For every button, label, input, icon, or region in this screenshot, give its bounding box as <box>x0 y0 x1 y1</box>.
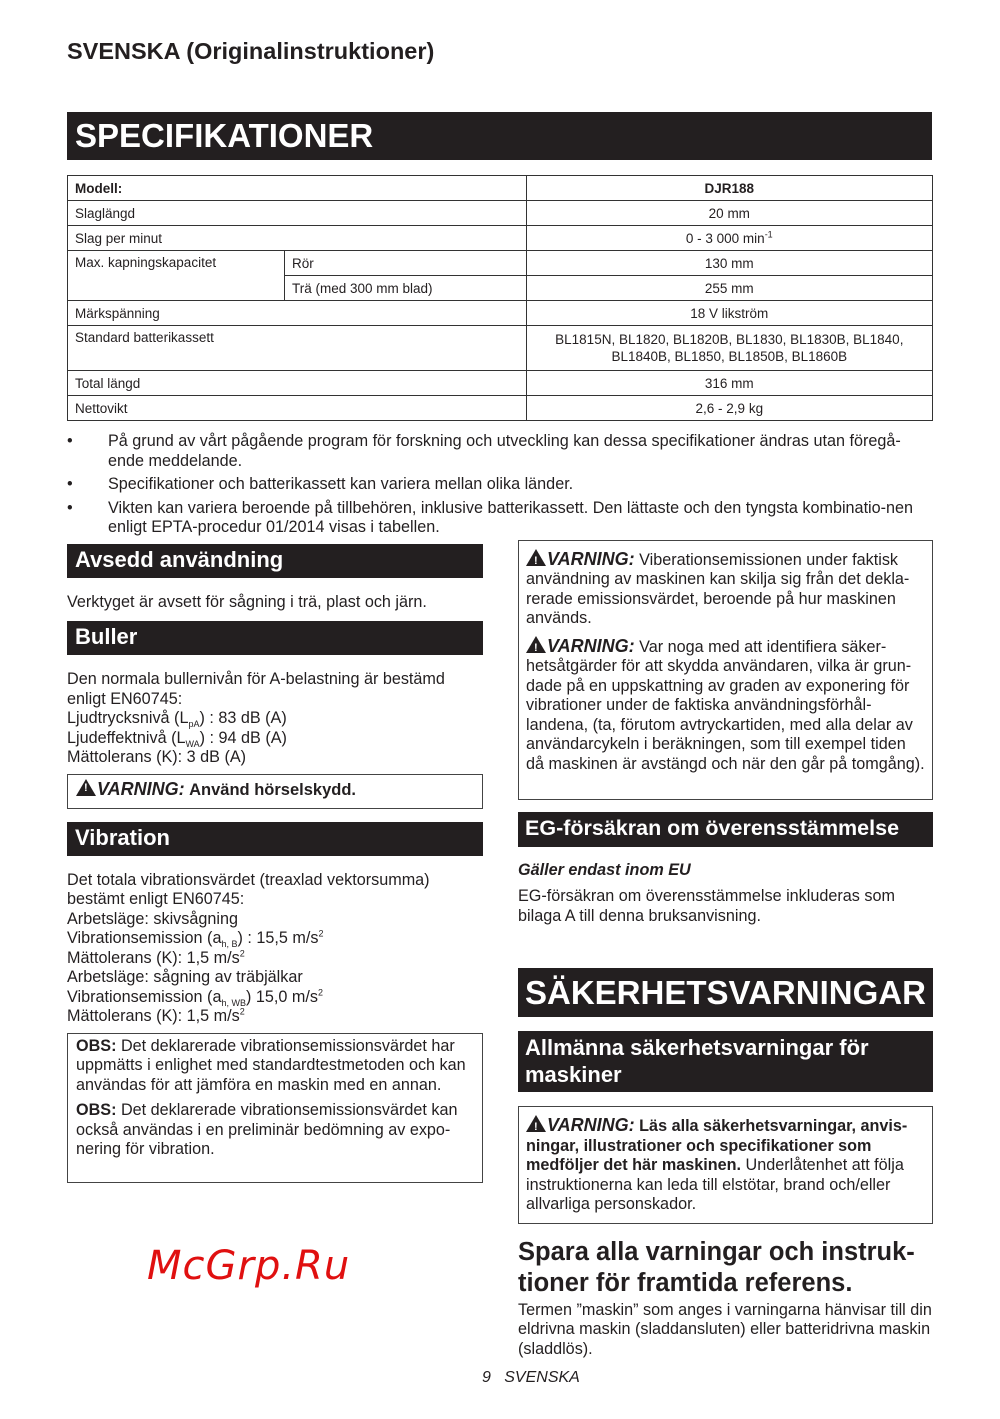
content-flow <box>67 432 933 1359</box>
table-row <box>68 301 933 326</box>
t: Ljudeffektnivå (L <box>67 728 186 747</box>
vibration-text <box>67 871 483 1027</box>
left-column <box>67 544 483 1360</box>
table-row <box>68 371 933 396</box>
t: ) : 83 dB (A) <box>199 709 287 727</box>
warning-icon <box>76 779 96 796</box>
warning-text: Använd hörselskydd. <box>189 780 357 799</box>
emission <box>67 988 483 1008</box>
cell: Total längd <box>68 371 527 396</box>
warning-icon <box>526 1115 546 1132</box>
table-row <box>68 396 933 421</box>
emission <box>67 929 483 949</box>
t: WA <box>185 738 200 749</box>
cell: 20 mm <box>526 201 932 226</box>
t: h, B <box>221 939 238 950</box>
cell <box>526 226 932 251</box>
t: pA <box>188 719 200 730</box>
sound-pressure <box>67 709 483 729</box>
intended-use-heading: Avsedd användning <box>67 544 483 578</box>
t: Viberationsemissionen under faktisk användning av maskinen kan skilja sig från det dekla-rerade emissionsvärdet, beroende på hur maskinen används. <box>526 550 910 627</box>
cell: 316 mm <box>526 371 932 396</box>
save-heading: Spara alla varningar och instruk-tioner för framtida referens. <box>518 1237 915 1297</box>
vibration-intro: Det totala vibrationsvärdet (treaxlad vektorsumma) bestämt enligt EN60745: <box>67 870 430 908</box>
obs-label: OBS: <box>76 1101 117 1119</box>
right-column <box>518 540 933 1360</box>
t: 2 <box>317 987 323 998</box>
obs-label: OBS: <box>76 1036 117 1055</box>
cell: Rör <box>285 251 527 276</box>
warning <box>526 549 925 629</box>
sound-power <box>67 729 483 749</box>
noise-text <box>67 670 483 768</box>
t: h, WB <box>221 997 246 1008</box>
cell: Modell: <box>68 176 527 201</box>
cell: 255 mm <box>526 276 932 301</box>
t: 2 <box>239 1006 245 1017</box>
value: BL1840B, BL1850, BL1850B, BL1860B <box>611 349 848 364</box>
cell: 2,6 - 2,9 kg <box>526 396 932 421</box>
warning-label: VARNING: <box>547 1115 635 1135</box>
ec-heading: EG-försäkran om överensstämmelse <box>518 812 933 847</box>
t: Det deklarerade vibrationsemissionsvärdet har uppmätts i enlighet med standardtestmetoden och kan användas för att jämföra en maskin med en annan. <box>76 1036 466 1094</box>
noise-tolerance: Mättolerans (K): 3 dB (A) <box>67 748 247 766</box>
t: ) : 15,5 m/s <box>237 929 319 947</box>
page-number: 9 <box>482 1369 491 1386</box>
t: Ljudtrycksnivå (L <box>67 709 189 727</box>
mode: Arbetsläge: skivsågning <box>67 909 238 928</box>
warning-label: VARNING: <box>547 548 635 569</box>
cell: 130 mm <box>526 251 932 276</box>
general-warning-box <box>518 1106 933 1224</box>
obs-box <box>67 1033 483 1183</box>
watermark: McGrp.Ru <box>147 1242 351 1289</box>
cell: Slaglängd <box>68 201 527 226</box>
warning <box>526 636 925 775</box>
t: Vibrationsemission (a <box>67 987 222 1006</box>
warning-icon <box>526 636 546 653</box>
cell: DJR188 <box>526 176 932 201</box>
footer-language: SVENSKA <box>504 1369 580 1386</box>
noise-warning-box <box>67 774 483 809</box>
obs-note <box>76 1101 474 1160</box>
table-row <box>68 176 933 201</box>
ec-subtitle: Gäller endast inom EU <box>518 860 691 879</box>
general-safety-heading: Allmänna säkerhetsvarningar för maskiner <box>518 1031 933 1092</box>
tolerance <box>67 1007 483 1027</box>
t: ) 15,0 m/s <box>245 987 318 1006</box>
table-row <box>68 326 933 371</box>
specs-table <box>67 175 933 421</box>
t: Det deklarerade vibrationsemissionsvärdet kan också användas i en preliminär bedömning av expo-nering för vibration. <box>76 1101 458 1158</box>
intended-use-text: Verktyget är avsett för sågning i trä, plast och järn. <box>67 592 427 611</box>
warning-icon <box>526 549 546 566</box>
specs-heading: SPECIFIKATIONER <box>67 112 932 160</box>
value: 0 - 3 000 min <box>685 230 765 246</box>
cell: Max. kapningskapacitet <box>68 251 285 301</box>
value: BL1815N, BL1820, BL1820B, BL1830, BL1830B, BL1840, <box>555 332 904 347</box>
noise-heading: Buller <box>67 621 483 655</box>
table-row <box>68 201 933 226</box>
noise-intro: Den normala bullernivån för A-belastning är bestämd enligt EN60745: <box>67 670 445 708</box>
cell: Standard batterikassett <box>68 326 527 371</box>
warning-text: Underlåtenhet att följa instruktionerna kan leda till elstötar, brand och/eller allvarliga personskador. <box>526 1156 904 1213</box>
table-row <box>68 226 933 251</box>
cell: Slag per minut <box>68 226 527 251</box>
t: Vibrationsemission (a <box>67 929 222 947</box>
safety-heading: SÄKERHETSVARNINGAR <box>518 968 933 1017</box>
specs-notes <box>67 432 933 538</box>
save-text: Termen ”maskin” som anges i varningarna hänvisar till din eldrivna maskin (sladdansluten) eller batteridrivna maskin (sladdlös). <box>518 1300 932 1358</box>
t: Mättolerans (K): 1,5 m/s <box>67 1007 240 1025</box>
two-columns <box>67 544 933 1360</box>
obs-note <box>76 1037 474 1096</box>
note: • Vikten kan variera beroende på tillbehören, inklusive batterikassett. Den lättaste och den tyngsta kombinatio-nen enligt EPTA-procedur 01/2014 visas i tabellen. <box>67 499 933 538</box>
cell <box>526 326 932 371</box>
t: Var noga med att identifiera säker-hetsåtgärder för att skydda användaren, vilka är grun-dade på en uppskattning av graden av exponering för vibrationer under de faktiska användningsförhål-landena, (ta, förutom avtryckartiden, med alla delar av användarcykeln i beräkningen, som till exempel tiden då maskinen är avstängd och när den går på tomgång). <box>526 637 925 773</box>
warning-bold: Läs alla säkerhetsvarningar, anvis-ningar, illustrationer och specifikationer som medföljer det här maskinen. <box>526 1117 908 1174</box>
cell: Märkspänning <box>68 301 527 326</box>
ec-text: EG-försäkran om överensstämmelse inkluderas som bilaga A till denna bruksanvisning. <box>518 887 895 925</box>
note: • Specifikationer och batterikassett kan variera mellan olika länder. <box>67 475 933 495</box>
mode: Arbetsläge: sågning av träbjälkar <box>67 968 303 986</box>
superscript: -1 <box>764 229 773 239</box>
cell: 18 V likström <box>526 301 932 326</box>
note: • På grund av vårt pågående program för forskning och utveckling kan dessa specifikationer ändras utan föregå-ende meddelande. <box>67 432 933 471</box>
page-header: SVENSKA (Originalinstruktioner) <box>67 38 435 64</box>
cell: Trä (med 300 mm blad) <box>285 276 527 301</box>
t: ) : 94 dB (A) <box>199 728 287 747</box>
t: 2 <box>239 948 245 959</box>
vibration-warning-box <box>518 540 933 800</box>
warning-label: VARNING: <box>547 635 635 656</box>
warning-label: VARNING: <box>97 778 185 799</box>
cell: Nettovikt <box>68 396 527 421</box>
tolerance <box>67 949 483 969</box>
page-footer <box>482 1369 580 1387</box>
table-row <box>68 251 933 276</box>
t: Mättolerans (K): 1,5 m/s <box>67 948 240 967</box>
t: 2 <box>318 928 324 939</box>
vibration-heading: Vibration <box>67 822 483 856</box>
